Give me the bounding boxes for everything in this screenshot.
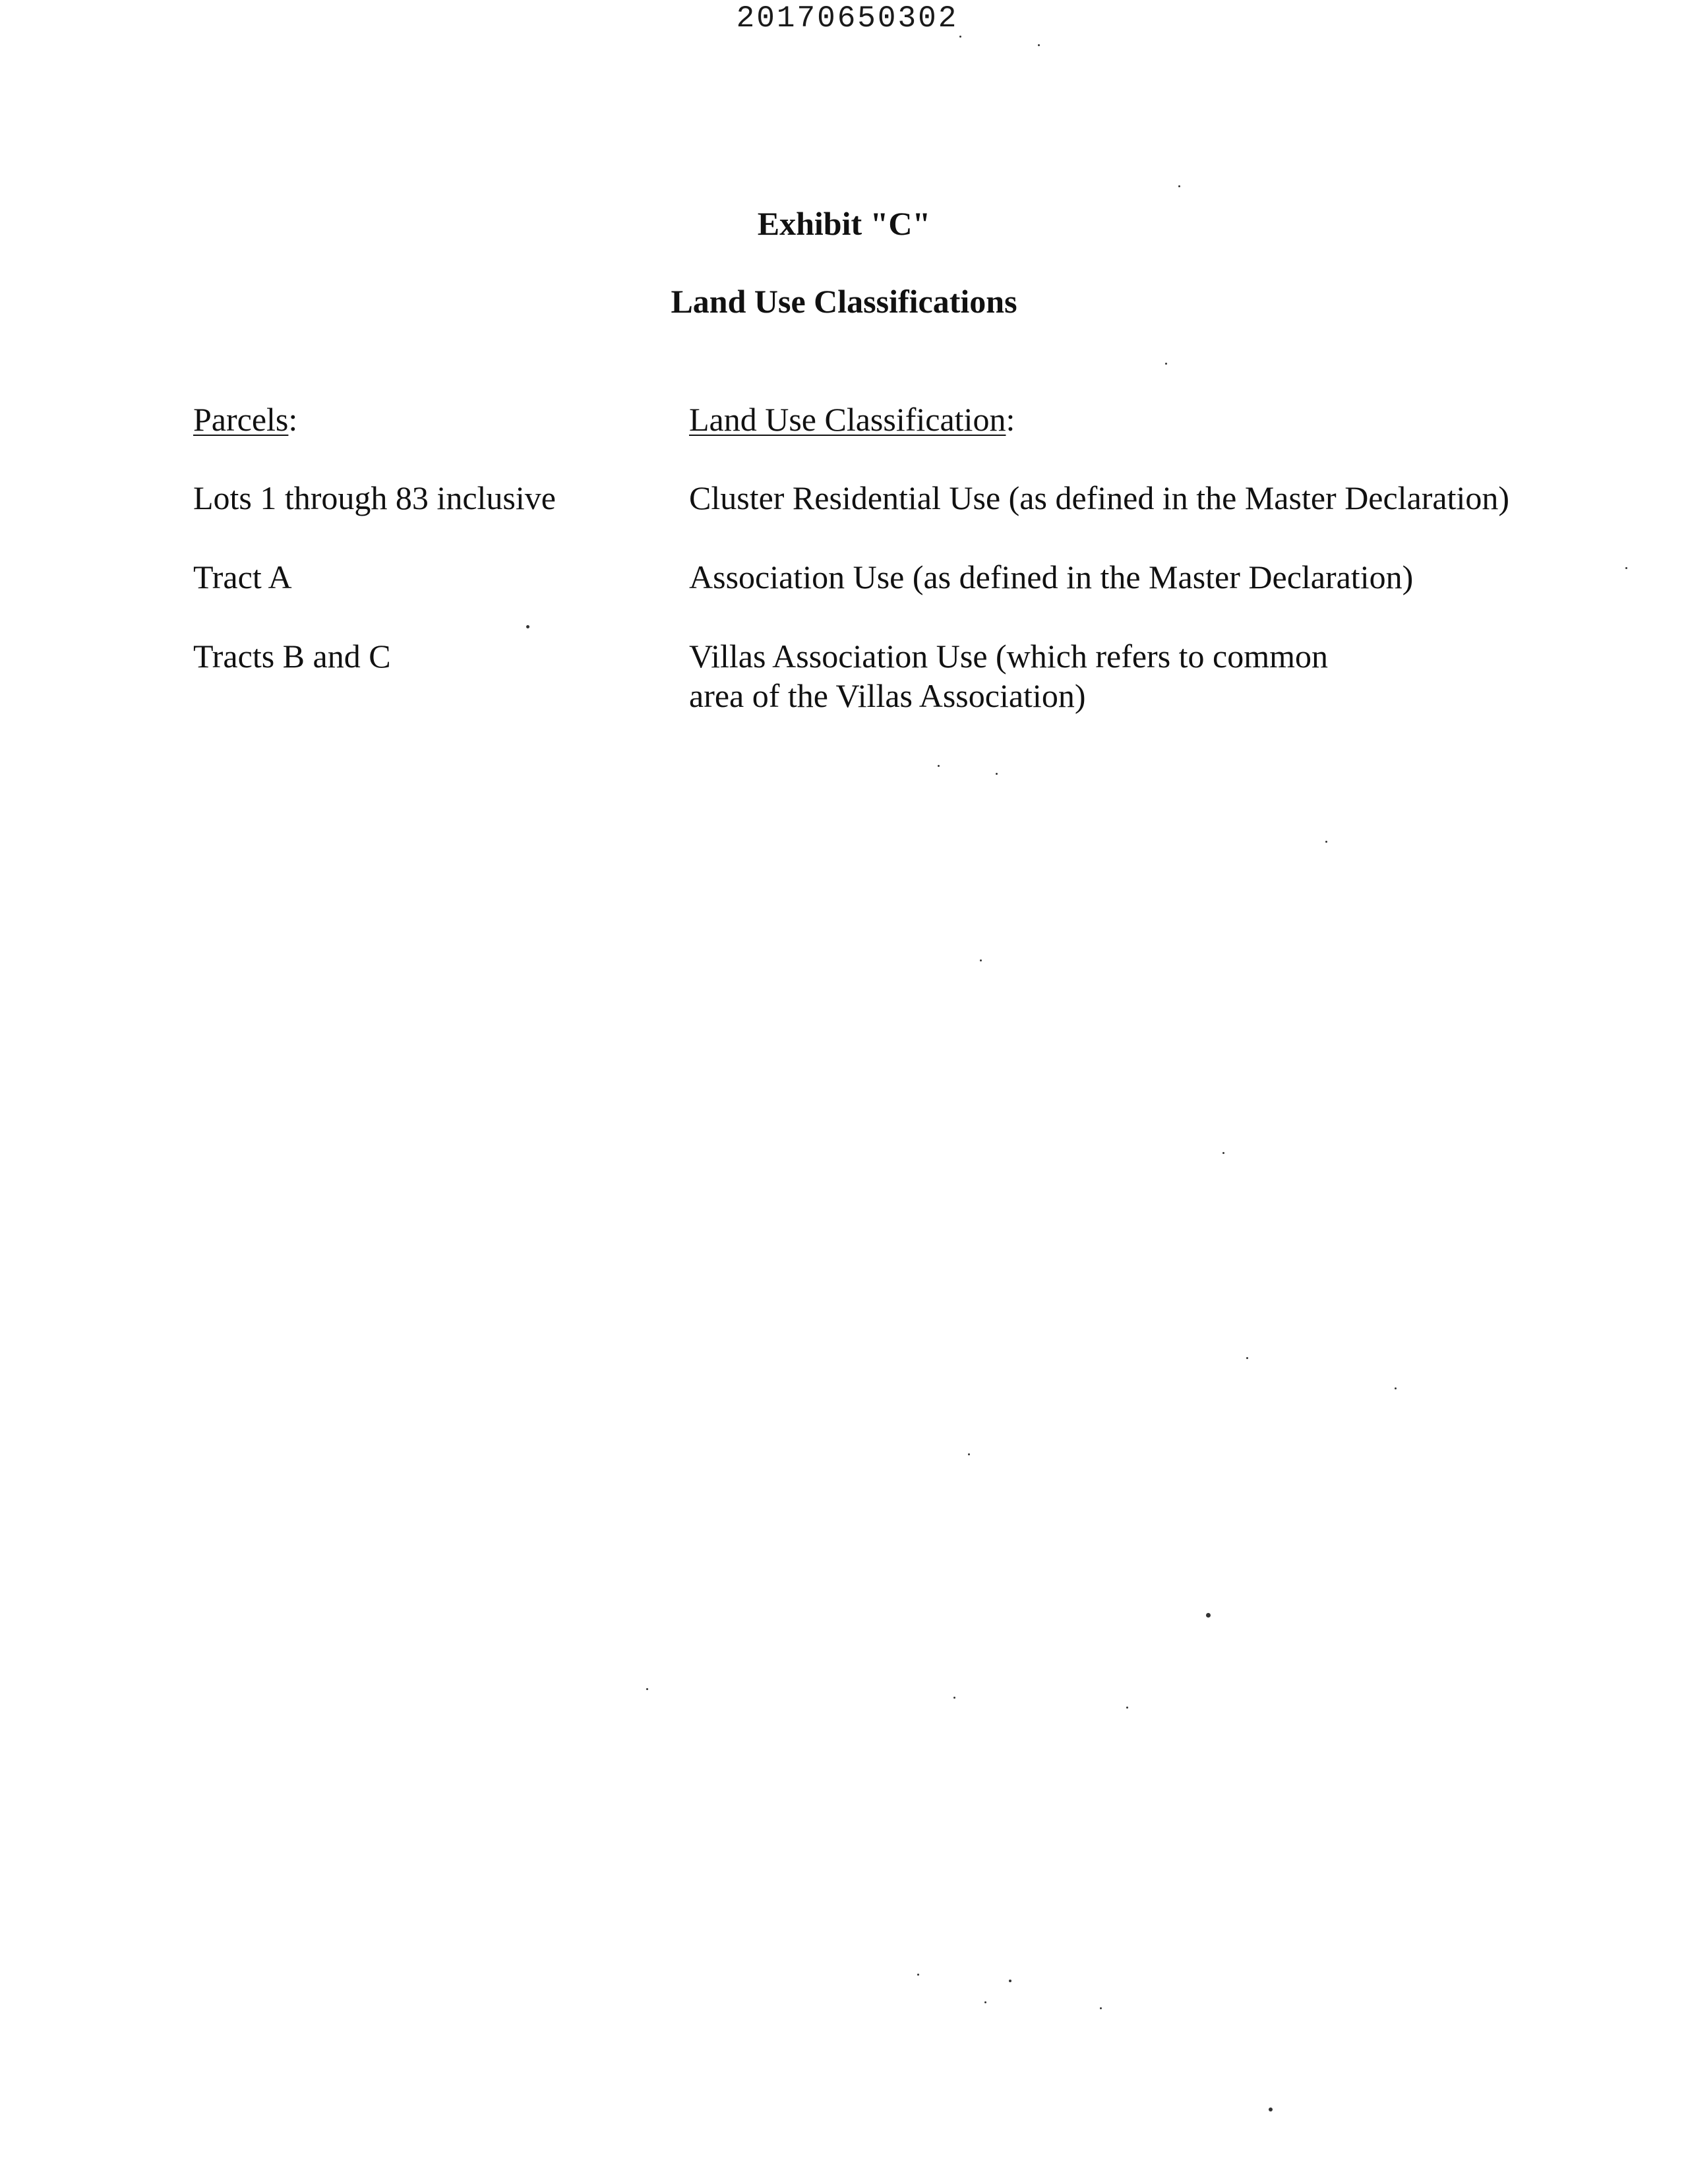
scan-speck [1178, 185, 1180, 187]
scan-speck [1269, 2108, 1273, 2111]
scan-speck [1038, 44, 1040, 46]
parcel-cell: Tracts B and C [193, 638, 391, 675]
scan-speck [526, 625, 529, 628]
scan-speck [980, 959, 982, 961]
classification-cell: Cluster Residential Use (as defined in the Master Declaration) [689, 479, 1510, 516]
scan-speck [1100, 2007, 1102, 2009]
exhibit-title: Exhibit "C" [757, 205, 931, 242]
scan-speck [968, 1453, 970, 1455]
scan-speck [938, 765, 940, 767]
scan-speck [1246, 1357, 1248, 1359]
scan-speck [1222, 1152, 1224, 1154]
scan-speck [1325, 841, 1327, 843]
parcels-header [193, 400, 297, 439]
scan-speck [1206, 1613, 1211, 1618]
scan-speck [953, 1697, 955, 1699]
parcel-cell: Lots 1 through 83 inclusive [193, 479, 556, 516]
scan-speck [996, 773, 998, 775]
classification-cell [689, 636, 1645, 715]
classification-header [689, 400, 1645, 439]
scan-speck [646, 1688, 648, 1690]
scan-speck [1126, 1707, 1128, 1709]
scan-speck [959, 36, 961, 38]
document-number: 20170650302 [736, 1, 959, 36]
classification-cell: Association Use (as defined in the Master Declaration) [689, 559, 1414, 595]
section-title: Land Use Classifications [671, 283, 1017, 320]
classification-header-colon: : [1006, 401, 1015, 438]
scan-speck [1009, 1980, 1011, 1982]
scan-speck [1625, 567, 1627, 569]
parcels-header-label: Parcels [193, 401, 289, 438]
classification-line: Villas Association Use (which refers to common [689, 638, 1329, 675]
parcel-cell: Tract A [193, 559, 292, 595]
scan-speck [984, 2001, 986, 2003]
scan-speck [1165, 363, 1167, 365]
classification-line: area of the Villas Association) [689, 677, 1086, 714]
parcels-header-colon: : [288, 401, 298, 438]
scan-speck [1395, 1387, 1397, 1389]
classification-header-label: Land Use Classification [689, 401, 1006, 438]
scan-speck [917, 1974, 919, 1976]
